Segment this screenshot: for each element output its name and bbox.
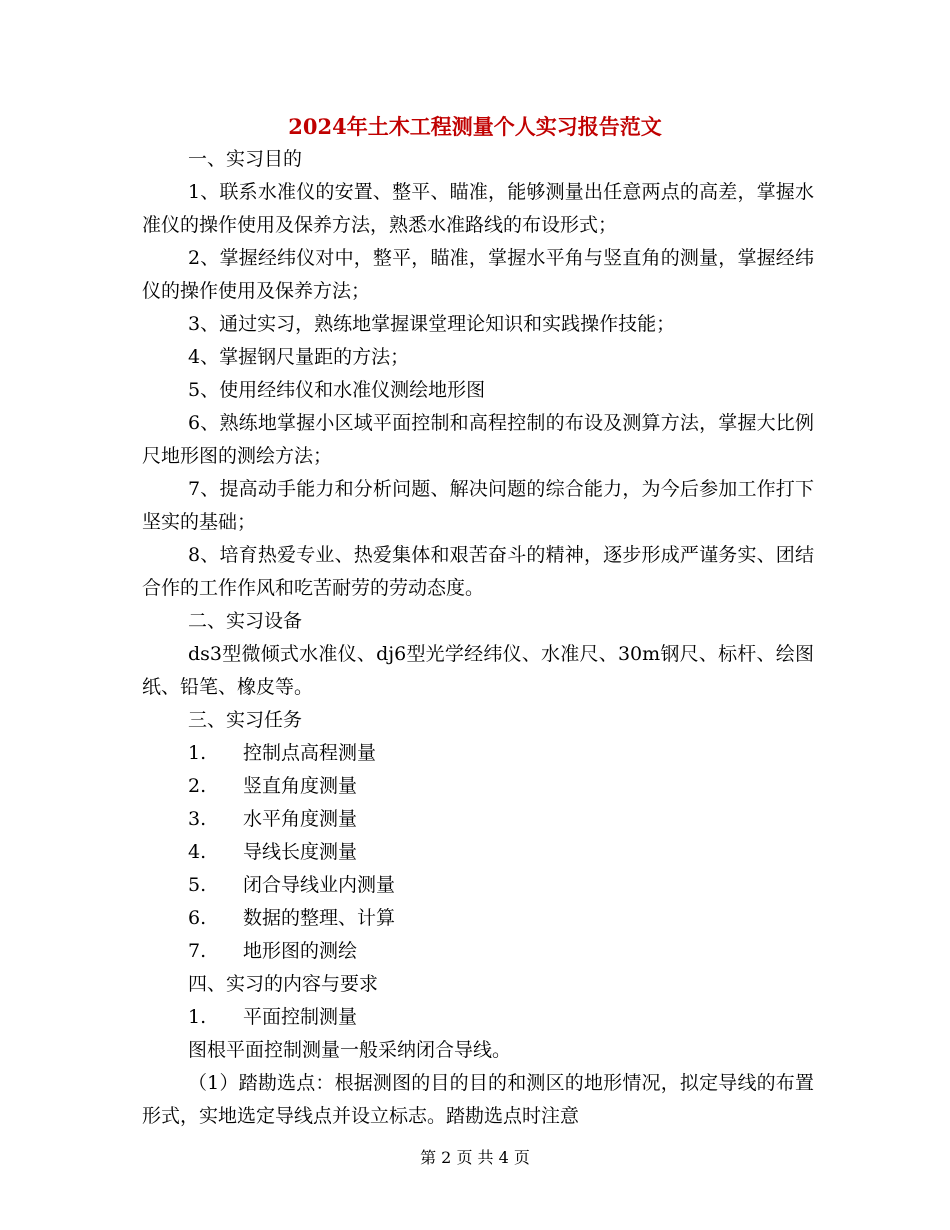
task-text: 竖直角度测量 [243,775,358,797]
purpose-item-5: 5、使用经纬仪和水准仪测绘地形图 [188,379,486,401]
purpose-item-7: 7、提高动手能力和分析问题、解决问题的综合能力，为今后参加工作打下坚实的基础； [142,478,814,533]
purpose-item-2: 2、掌握经纬仪对中，整平，瞄准，掌握水平角与竖直角的测量，掌握经纬仪的操作使用及保养方法； [142,247,814,302]
task-number: 7. [188,940,207,962]
task-text: 数据的整理、计算 [243,907,396,929]
task-item [142,869,814,902]
task-number: 4. [188,841,207,863]
task-item [142,935,814,968]
content-paragraph-2: （1）踏勘选点：根据测图的目的目的和测区的地形情况，拟定导线的布置形式，实地选定导线点并设立标志。踏勘选点时注意 [142,1072,814,1127]
task-number: 6. [188,907,207,929]
section-heading-tasks: 三、实习任务 [188,709,303,731]
task-number: 2. [188,775,207,797]
task-text: 水平角度测量 [243,808,358,830]
task-text: 地形图的测绘 [243,940,358,962]
task-number: 5. [188,874,207,896]
task-item [142,770,814,803]
task-number: 1. [188,742,207,764]
section-heading-equipment: 二、实习设备 [188,610,303,632]
task-text: 导线长度测量 [243,841,358,863]
task-item [142,902,814,935]
task-item [142,836,814,869]
purpose-item-4: 4、掌握钢尺量距的方法； [188,346,410,368]
purpose-item-6: 6、熟练地掌握小区域平面控制和高程控制的布设及测算方法，掌握大比例尺地形图的测绘方法； [142,412,814,467]
task-number: 3. [188,808,207,830]
section-heading-content: 四、实习的内容与要求 [188,973,379,995]
subheading-number: 1. [188,1006,207,1028]
page-footer: 第 2 页 共 4 页 [420,1148,530,1167]
content-paragraph-1: 图根平面控制测量一般采纳闭合导线。 [188,1039,512,1061]
purpose-item-3: 3、通过实习，熟练地掌握课堂理论知识和实践操作技能； [188,313,676,335]
content-subheading [142,1001,814,1034]
purpose-item-1: 1、联系水准仪的安置、整平、瞄准，能够测量出任意两点的高差，掌握水准仪的操作使用及保养方法，熟悉水准路线的布设形式； [142,181,814,236]
equipment-text: ds3型微倾式水准仪、dj6型光学经纬仪、水准尺、30m钢尺、标杆、绘图纸、铅笔、橡皮等。 [142,643,814,698]
subheading-text: 平面控制测量 [243,1006,358,1028]
section-heading-purpose: 一、实习目的 [188,148,303,170]
task-text: 控制点高程测量 [243,742,377,764]
document-title: 2024年土木工程测量个人实习报告范文 [288,114,662,139]
purpose-item-8: 8、培育热爱专业、热爱集体和艰苦奋斗的精神，逐步形成严谨务实、团结合作的工作作风和吃苦耐劳的劳动态度。 [142,544,814,599]
task-item [142,737,814,770]
task-text: 闭合导线业内测量 [243,874,396,896]
task-item [142,803,814,836]
document-body [142,143,814,1133]
